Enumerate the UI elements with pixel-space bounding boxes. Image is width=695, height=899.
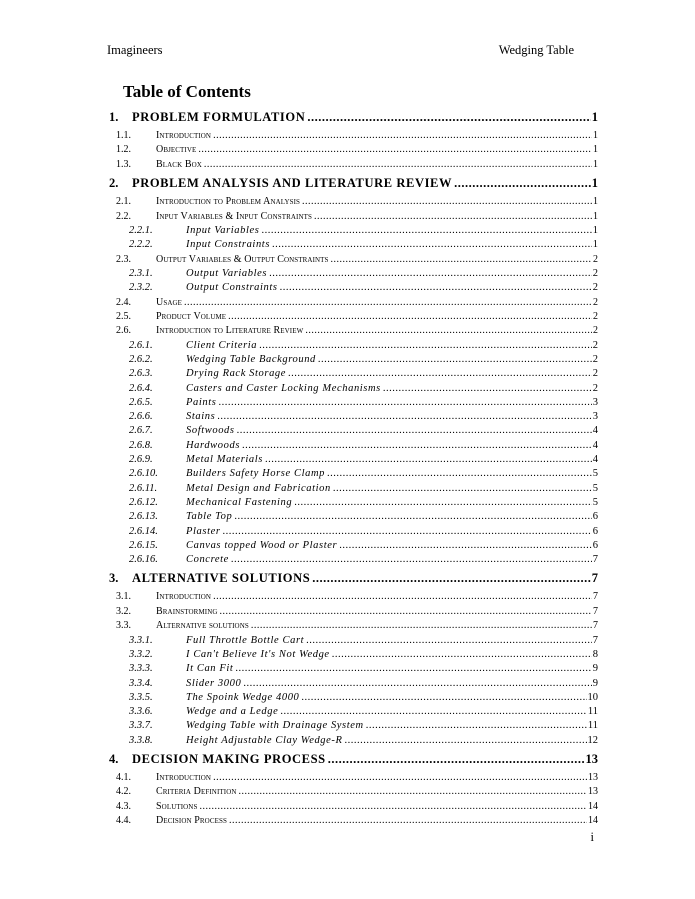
toc-entry-title: Builders Safety Horse Clamp (186, 468, 325, 480)
toc-entry[interactable] (107, 110, 598, 130)
toc-entry-title: DECISION MAKING PROCESS (132, 752, 326, 766)
toc-entry-number: 2.6.10. (129, 468, 158, 480)
toc-entry[interactable] (107, 130, 598, 144)
dot-leader (318, 354, 592, 365)
toc-entry-page: 4 (592, 454, 598, 466)
toc-entry-title: Usage (156, 296, 183, 308)
toc-entry[interactable] (107, 354, 598, 368)
toc-entry-number: 1.3. (116, 158, 131, 170)
toc-entry-title: Softwoods (186, 425, 235, 437)
toc-entry[interactable] (107, 176, 598, 196)
dot-leader (199, 801, 587, 812)
table-of-contents (107, 110, 598, 830)
toc-entry[interactable] (107, 706, 598, 720)
dot-leader (259, 340, 592, 351)
toc-entry-number: 1. (109, 110, 119, 124)
dot-leader (331, 254, 592, 265)
toc-entry[interactable] (107, 144, 598, 158)
toc-entry-number: 2.2. (116, 210, 131, 222)
toc-entry-number: 3.3.5. (129, 691, 153, 703)
toc-entry-page: 1 (591, 110, 598, 124)
toc-entry-number: 3.3.4. (129, 677, 153, 689)
toc-entry-number: 3.3.8. (129, 734, 153, 746)
toc-entry-number: 2.6.16. (129, 554, 158, 566)
toc-entry-title: Introduction (156, 591, 212, 603)
dot-leader (213, 591, 592, 602)
toc-entry-number: 1.1. (116, 130, 131, 141)
dot-leader (184, 297, 592, 308)
toc-entry-title: Introduction to Literature Review (156, 325, 304, 337)
toc-entry-number: 2.5. (116, 310, 131, 322)
toc-entry[interactable] (107, 340, 598, 354)
toc-entry-title: Drying Rack Storage (186, 368, 287, 380)
dot-leader (220, 606, 592, 617)
toc-entry[interactable] (107, 397, 598, 411)
toc-entry-page: 1 (593, 210, 598, 222)
toc-entry-number: 2.6.9. (129, 454, 153, 466)
toc-entry-title: Slider 3000 (186, 677, 242, 689)
toc-entry-page: 13 (585, 752, 598, 766)
toc-entry[interactable] (107, 678, 598, 692)
dot-leader (242, 440, 592, 451)
toc-entry-page: 9 (592, 677, 598, 689)
toc-entry-page: 7 (592, 554, 598, 566)
toc-entry[interactable] (107, 606, 598, 620)
toc-entry-number: 3. (109, 571, 119, 586)
toc-entry[interactable] (107, 159, 598, 173)
toc-entry-number: 2.3.1. (129, 267, 153, 279)
toc-entry-title: Hardwoods (186, 439, 241, 451)
toc-entry[interactable] (107, 297, 598, 311)
toc-entry-page: 3 (592, 411, 598, 423)
toc-entry[interactable] (107, 325, 598, 339)
toc-entry-title: Introduction (156, 130, 212, 141)
dot-leader (234, 511, 591, 522)
toc-entry[interactable] (107, 720, 598, 734)
dot-leader (288, 368, 592, 379)
toc-entry-page: 1 (593, 144, 598, 156)
dot-leader (235, 663, 591, 674)
toc-entry-number: 4.4. (116, 815, 131, 827)
dot-leader (307, 110, 590, 125)
toc-entry[interactable] (107, 225, 598, 239)
toc-entry-number: 2.3. (116, 253, 131, 265)
toc-entry-title: Casters and Caster Locking Mechanisms (186, 382, 381, 394)
toc-entry-page: 2 (592, 339, 598, 351)
dot-leader (314, 211, 592, 222)
toc-entry-number: 3.3.7. (129, 720, 153, 732)
toc-entry-page: 7 (593, 620, 598, 632)
toc-entry-number: 2.6.11. (129, 482, 158, 494)
toc-entry-page: 5 (592, 468, 598, 480)
toc-entry[interactable] (107, 511, 598, 525)
toc-entry-page: 10 (587, 691, 598, 703)
toc-entry-number: 2.6.14. (129, 525, 158, 537)
running-header-right: Wedging Table (498, 43, 574, 57)
dot-leader (366, 720, 587, 731)
toc-entry-page: 2 (593, 296, 598, 308)
toc-entry[interactable] (107, 591, 598, 605)
toc-entry[interactable] (107, 483, 598, 497)
toc-entry-page: 14 (588, 800, 598, 812)
toc-entry-title: Brainstorming (156, 605, 218, 617)
toc-entry[interactable] (107, 635, 598, 649)
page-number: i (590, 830, 594, 844)
toc-entry-number: 4. (109, 752, 119, 766)
toc-entry[interactable] (107, 554, 598, 568)
toc-entry-title: Output Constraints (186, 282, 278, 294)
toc-entry-number: 2.6.3. (129, 368, 153, 380)
toc-entry-page: 7 (593, 591, 598, 603)
toc-entry-number: 3.3.2. (129, 648, 153, 660)
toc-entry-title: Concrete (186, 554, 229, 566)
toc-entry[interactable] (107, 526, 598, 540)
toc-entry-page: 4 (592, 425, 598, 437)
dot-leader (265, 454, 592, 465)
toc-entry-number: 2.1. (116, 196, 131, 208)
dot-leader (332, 649, 592, 660)
toc-entry-title: Input Variables & Input Constraints (156, 210, 312, 222)
toc-entry-title: The Spoink Wedge 4000 (186, 691, 300, 703)
toc-entry-number: 2.6.1. (129, 339, 153, 351)
toc-entry[interactable] (107, 815, 598, 829)
toc-entry-title: Solutions (156, 800, 198, 812)
toc-entry-number: 2.6.12. (129, 496, 158, 508)
dot-leader (229, 815, 587, 826)
toc-entry-page: 1 (593, 158, 598, 170)
toc-entry-page: 2 (592, 368, 598, 380)
toc-entry[interactable] (107, 801, 598, 815)
toc-entry-number: 2.6.15. (129, 539, 158, 551)
toc-entry-number: 3.2. (116, 605, 131, 617)
toc-entry-page: 2 (592, 282, 598, 294)
toc-entry-page: 6 (592, 525, 598, 537)
running-header-left: Imagineers (107, 43, 163, 57)
toc-entry-page: 8 (592, 648, 598, 660)
toc-entry-number: 2.4. (116, 296, 131, 308)
dot-leader (327, 468, 592, 479)
toc-entry-page: 1 (591, 176, 598, 191)
toc-entry-title: Introduction (156, 772, 212, 783)
toc-entry-title: Output Variables & Output Constraints (156, 253, 329, 265)
toc-entry-number: 2.6.7. (129, 425, 153, 437)
toc-entry-page: 1 (593, 130, 598, 141)
toc-entry-number: 3.1. (116, 591, 131, 603)
toc-entry-page: 2 (593, 325, 598, 337)
dot-leader (302, 196, 592, 207)
toc-entry[interactable] (107, 620, 598, 634)
toc-entry-title: Criteria Definition (156, 786, 237, 798)
toc-entry-page: 7 (591, 571, 598, 586)
toc-entry-title: I Can't Believe It's Not Wedge (186, 648, 330, 660)
toc-entry[interactable] (107, 282, 598, 296)
toc-entry[interactable] (107, 497, 598, 511)
toc-entry[interactable] (107, 571, 598, 591)
dot-leader (204, 159, 592, 170)
toc-entry-page: 6 (592, 511, 598, 523)
toc-entry[interactable] (107, 663, 598, 677)
toc-entry-page: 2 (592, 354, 598, 365)
toc-entry-title: Plaster (186, 525, 221, 537)
toc-entry-number: 4.2. (116, 786, 131, 798)
toc-entry[interactable] (107, 254, 598, 268)
toc-entry-title: Height Adjustable Clay Wedge-R (186, 734, 343, 746)
dot-leader (251, 620, 592, 631)
dot-leader (301, 692, 586, 703)
dot-leader (454, 176, 591, 191)
toc-entry-page: 2 (592, 267, 598, 279)
toc-entry[interactable] (107, 411, 598, 425)
toc-entry[interactable] (107, 368, 598, 382)
toc-entry-title: Table Top (186, 511, 233, 523)
dot-leader (328, 752, 585, 767)
dot-leader (237, 425, 592, 436)
toc-entry-number: 2.6.5. (129, 396, 153, 408)
dot-leader (280, 706, 587, 717)
toc-entry-title: Client Criteria (186, 339, 258, 351)
toc-entry-page: 14 (588, 815, 598, 827)
toc-entry-title: Alternative solutions (156, 620, 249, 632)
toc-entry-title: Decision Process (156, 815, 227, 827)
toc-entry-number: 3.3.3. (129, 663, 153, 675)
dot-leader (228, 311, 592, 322)
dot-leader (280, 282, 592, 293)
toc-entry-page: 7 (593, 605, 598, 617)
toc-entry-page: 4 (592, 439, 598, 451)
toc-entry-page: 6 (592, 539, 598, 551)
toc-entry-title: Metal Design and Fabrication (186, 482, 331, 494)
dot-leader (198, 144, 592, 155)
toc-entry-number: 2.6.8. (129, 439, 153, 451)
toc-entry-number: 2.3.2. (129, 282, 153, 294)
toc-entry-page: 3 (592, 396, 598, 408)
toc-entry-page: 2 (592, 382, 598, 394)
toc-entry[interactable] (107, 239, 598, 253)
toc-entry-title: Metal Materials (186, 454, 263, 466)
toc-entry-title: Wedge and a Ledge (186, 706, 279, 718)
toc-entry-page: 2 (593, 310, 598, 322)
toc-entry-title: Mechanical Fastening (186, 496, 293, 508)
toc-title: Table of Contents (123, 82, 251, 101)
dot-leader (269, 268, 592, 279)
dot-leader (333, 483, 592, 494)
toc-entry[interactable] (107, 211, 598, 225)
toc-entry-page: 1 (592, 239, 598, 251)
toc-entry-page: 13 (588, 786, 598, 798)
toc-entry[interactable] (107, 772, 598, 786)
dot-leader (383, 383, 592, 394)
dot-leader (239, 786, 587, 797)
toc-entry-page: 1 (592, 224, 598, 236)
toc-entry[interactable] (107, 268, 598, 282)
toc-entry-title: It Can Fit (186, 663, 234, 675)
toc-entry-number: 4.1. (116, 772, 131, 783)
toc-entry-number: 1.2. (116, 144, 131, 156)
toc-entry-title: Output Variables (186, 267, 268, 279)
toc-entry[interactable] (107, 440, 598, 454)
toc-entry-page: 2 (593, 253, 598, 265)
dot-leader (213, 772, 587, 783)
toc-entry-page: 13 (588, 772, 598, 783)
toc-entry-number: 2. (109, 176, 119, 191)
toc-entry[interactable] (107, 468, 598, 482)
toc-entry[interactable] (107, 735, 598, 749)
toc-entry-title: Objective (156, 144, 197, 156)
toc-entry-page: 5 (592, 482, 598, 494)
toc-entry-number: 2.6. (116, 325, 131, 337)
dot-leader (345, 735, 587, 746)
toc-entry[interactable] (107, 454, 598, 468)
toc-entry-number: 2.6.13. (129, 511, 158, 523)
toc-entry-page: 7 (592, 634, 598, 646)
toc-entry-title: Full Throttle Bottle Cart (186, 634, 305, 646)
toc-entry[interactable] (107, 196, 598, 210)
toc-entry[interactable] (107, 311, 598, 325)
toc-entry-title: Wedging Table with Drainage System (186, 720, 364, 732)
toc-entry-title: Introduction to Problem Analysis (156, 196, 301, 208)
toc-entry-title: ALTERNATIVE SOLUTIONS (132, 571, 311, 586)
dot-leader (231, 554, 592, 565)
toc-entry-title: Input Variables (186, 224, 260, 236)
toc-entry-number: 2.6.6. (129, 411, 153, 423)
toc-entry[interactable] (107, 425, 598, 439)
toc-entry-page: 1 (593, 196, 598, 208)
toc-entry-page: 11 (587, 706, 598, 718)
dot-leader (339, 540, 592, 551)
dot-leader (243, 678, 591, 689)
toc-entry[interactable] (107, 752, 598, 772)
toc-entry-title: Paints (186, 396, 217, 408)
dot-leader (223, 526, 592, 537)
toc-entry-number: 3.3.6. (129, 706, 153, 718)
toc-entry-page: 11 (587, 720, 598, 732)
toc-entry-number: 2.6.2. (129, 354, 153, 365)
toc-entry-title: Stains (186, 411, 216, 423)
dot-leader (217, 411, 591, 422)
toc-entry[interactable] (107, 383, 598, 397)
toc-entry-page: 9 (592, 663, 598, 675)
toc-entry-title: Wedging Table Background (186, 354, 316, 365)
toc-entry[interactable] (107, 649, 598, 663)
dot-leader (312, 571, 590, 586)
toc-entry-title: PROBLEM ANALYSIS AND LITERATURE REVIEW (132, 176, 453, 191)
toc-entry-page: 12 (587, 734, 598, 746)
toc-entry-title: PROBLEM FORMULATION (132, 110, 306, 124)
toc-entry-number: 2.2.2. (129, 239, 153, 251)
dot-leader (294, 497, 592, 508)
dot-leader (218, 397, 591, 408)
dot-leader (213, 130, 592, 141)
dot-leader (305, 325, 592, 336)
toc-entry-number: 2.6.4. (129, 382, 153, 394)
toc-entry[interactable] (107, 540, 598, 554)
dot-leader (261, 225, 591, 236)
toc-entry-number: 4.3. (116, 800, 131, 812)
dot-leader (306, 635, 592, 646)
toc-entry-title: Input Constraints (186, 239, 271, 251)
toc-entry-title: Product Volume (156, 310, 227, 322)
toc-entry-page: 5 (592, 496, 598, 508)
toc-entry[interactable] (107, 786, 598, 800)
toc-entry-title: Black Box (156, 158, 202, 170)
toc-entry-title: Canvas topped Wood or Plaster (186, 539, 338, 551)
toc-entry-number: 3.3. (116, 620, 131, 632)
dot-leader (272, 239, 592, 250)
toc-entry-number: 2.2.1. (129, 224, 153, 236)
toc-entry-number: 3.3.1. (129, 634, 153, 646)
toc-entry[interactable] (107, 692, 598, 706)
